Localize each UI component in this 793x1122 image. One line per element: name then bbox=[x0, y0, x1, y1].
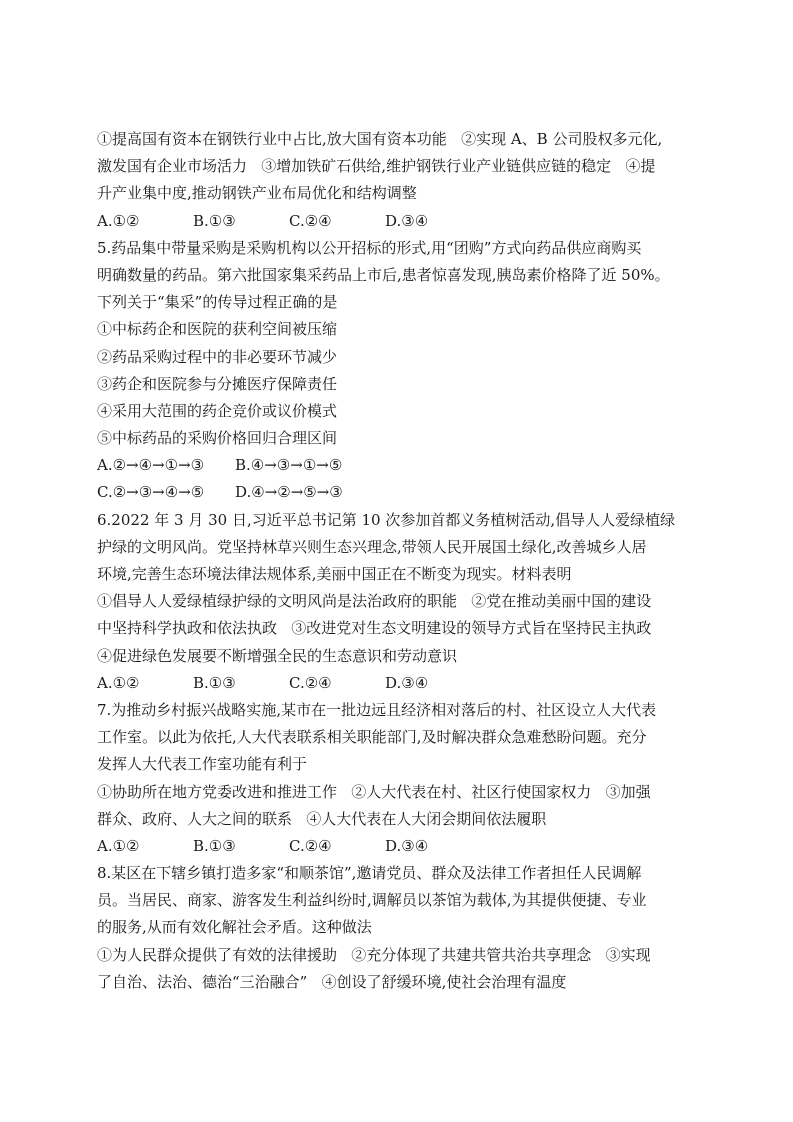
question-5-options-row-1 bbox=[97, 452, 707, 479]
list-item: ①中标药企和医院的获利空间被压缩 bbox=[97, 320, 338, 339]
question-7-stem bbox=[97, 697, 707, 779]
option-a[interactable]: A.②→④→①→③ bbox=[97, 456, 205, 475]
text-line: ①提高国有资本在钢铁行业中占比,放大国有资本功能 ②实现 A、B 公司股权多元化, bbox=[97, 130, 663, 148]
text-line: 激发国有企业市场活力 ③增加铁矿石供给,维护钢铁行业产业链供应链的稳定 ④提 bbox=[97, 157, 656, 176]
option-d[interactable]: D.③④ bbox=[385, 673, 429, 692]
text-line: 5.药品集中带量采购是采购机构以公开招标的形式,用“团购”方式向药品供应商购买 bbox=[97, 238, 642, 257]
question-4-options bbox=[97, 208, 707, 235]
question-5-stem bbox=[97, 235, 707, 317]
option-a[interactable]: A.①② bbox=[97, 836, 140, 855]
text-line: 明确数量的药品。第六批国家集采药品上市后,患者惊喜发现,胰岛素价格降了近 50%。 bbox=[97, 265, 670, 284]
option-b[interactable]: B.④→③→①→⑤ bbox=[235, 456, 343, 475]
list-item: ④采用大范围的药企竞价或议价模式 bbox=[97, 401, 338, 420]
text-line: 7.为推动乡村振兴战略实施,某市在一批边远且经济相对落后的村、社区设立人大代表 bbox=[97, 700, 657, 719]
text-line: ①倡导人人爱绿植绿护绿的文明风尚是法治政府的职能 ②党在推动美丽中国的建设 bbox=[97, 592, 652, 611]
question-7-options bbox=[97, 833, 707, 860]
list-item: ⑤中标药品的采购价格回归合理区间 bbox=[97, 429, 338, 448]
text-line: ①为人民群众提供了有效的法律援助 ②充分体现了共建共管共治共享理念 ③实现 bbox=[97, 945, 651, 964]
option-b[interactable]: B.①③ bbox=[193, 836, 236, 855]
question-7-choices bbox=[97, 779, 707, 833]
text-line: 员。当居民、商家、游客发生利益纠纷时,调解员以茶馆为载体,为其提供便捷、专业 bbox=[97, 891, 647, 910]
text-line: ①协助所在地方党委改进和推进工作 ②人大代表在村、社区行使国家权力 ③加强 bbox=[97, 782, 651, 801]
text-line: 了自治、法治、德治“三治融合” ④创设了舒缓环境,使社会治理有温度 bbox=[97, 972, 567, 991]
text-line: 发挥人大代表工作室功能有利于 bbox=[97, 755, 308, 774]
option-b[interactable]: B.①③ bbox=[193, 673, 236, 692]
question-6-choices bbox=[97, 588, 707, 670]
text-line: 8.某区在下辖乡镇打造多家“和顺茶馆”,邀请党员、群众及法律工作者担任人民调解 bbox=[97, 864, 642, 883]
exam-page bbox=[97, 126, 707, 996]
text-line: ④促进绿色发展要不断增强全民的生态意识和劳动意识 bbox=[97, 646, 458, 665]
option-a[interactable]: A.①② bbox=[97, 211, 140, 230]
text-line: 工作室。以此为依托,人大代表联系相关职能部门,及时解决群众急难愁盼问题。充分 bbox=[97, 728, 647, 747]
option-d[interactable]: D.④→②→⑤→③ bbox=[235, 483, 343, 502]
text-line: 中坚持科学执政和依法执政 ③改进党对生态文明建设的领导方式旨在坚持民主执政 bbox=[97, 619, 652, 638]
text-line: 护绿的文明风尚。党坚持林草兴则生态兴理念,带领人民开展国土绿化,改善城乡人居 bbox=[97, 537, 647, 556]
question-4-choices bbox=[97, 126, 707, 208]
option-b[interactable]: B.①③ bbox=[193, 211, 236, 230]
text-line: 升产业集中度,推动钢铁产业布局优化和结构调整 bbox=[97, 184, 417, 203]
text-line: 群众、政府、人大之间的联系 ④人大代表在人大闭会期间依法履职 bbox=[97, 809, 547, 828]
text-line: 的服务,从而有效化解社会矛盾。这种做法 bbox=[97, 918, 372, 937]
text-line: 6.2022 年 3 月 30 日,习近平总书记第 10 次参加首都义务植树活动,倡导人人爱绿植绿 bbox=[97, 510, 676, 529]
text-line: 下列关于“集采”的传导过程正确的是 bbox=[97, 293, 338, 312]
question-5-items bbox=[97, 316, 707, 452]
option-d[interactable]: D.③④ bbox=[385, 836, 429, 855]
question-8-stem bbox=[97, 860, 707, 942]
option-c[interactable]: C.②④ bbox=[289, 836, 332, 855]
option-c[interactable]: C.②④ bbox=[289, 211, 332, 230]
question-6-options bbox=[97, 670, 707, 697]
question-6-stem bbox=[97, 507, 707, 589]
option-c[interactable]: C.②④ bbox=[289, 673, 332, 692]
text-line: 环境,完善生态环境法律法规体系,美丽中国正在不断变为现实。材料表明 bbox=[97, 565, 572, 583]
list-item: ②药品采购过程中的非必要环节减少 bbox=[97, 347, 338, 366]
list-item: ③药企和医院参与分摊医疗保障责任 bbox=[97, 374, 338, 393]
question-5-options-row-2 bbox=[97, 479, 707, 506]
option-c[interactable]: C.②→③→④→⑤ bbox=[97, 483, 205, 502]
question-8-choices bbox=[97, 942, 707, 996]
option-a[interactable]: A.①② bbox=[97, 673, 140, 692]
option-d[interactable]: D.③④ bbox=[385, 211, 429, 230]
